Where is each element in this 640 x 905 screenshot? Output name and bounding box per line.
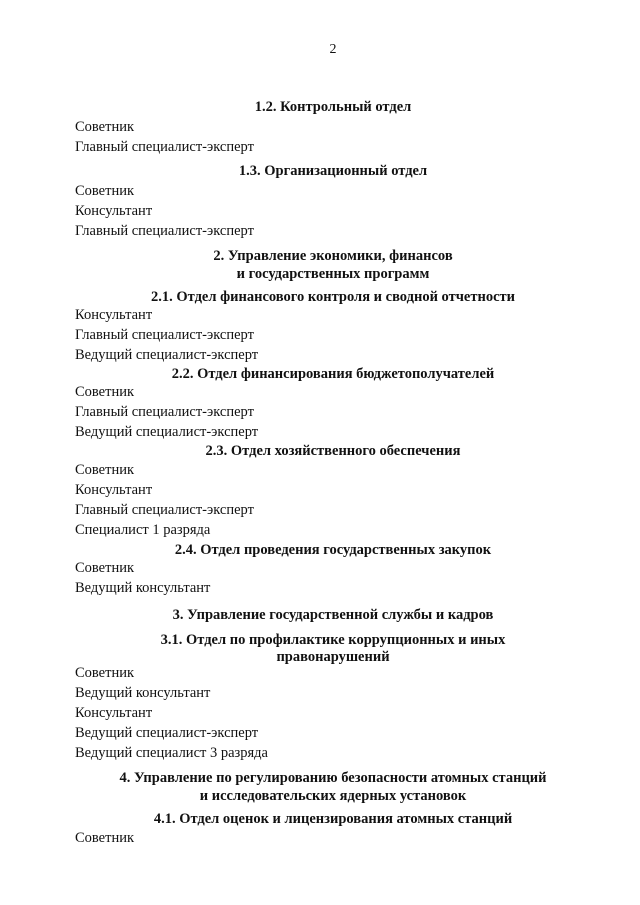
section-heading: правонарушений <box>276 649 390 665</box>
section-heading: 1.3. Организационный отдел <box>238 163 428 179</box>
position-item: Ведущий специалист-эксперт <box>75 424 259 440</box>
department-heading: 4. Управление по регулированию безопасности атомных станций <box>119 770 547 786</box>
position-item: Главный специалист-эксперт <box>75 139 254 155</box>
position-item: Ведущий специалист-эксперт <box>75 347 259 363</box>
section-heading: 2.1. Отдел финансового контроля и сводной отчетности <box>151 289 515 305</box>
position-item: Главный специалист-эксперт <box>75 327 254 343</box>
position-item: Консультант <box>75 705 153 721</box>
position-item: Консультант <box>75 482 153 498</box>
position-item: Главный специалист-эксперт <box>75 223 254 239</box>
position-item: Главный специалист-эксперт <box>75 502 254 518</box>
position-item: Советник <box>75 384 135 400</box>
position-item: Главный специалист-эксперт <box>75 404 254 420</box>
section-heading: 2.2. Отдел финансирования бюджетополучателей <box>171 366 495 382</box>
position-item: Ведущий консультант <box>75 685 211 701</box>
page-number: 2 <box>329 42 337 57</box>
department-heading: и государственных программ <box>236 266 430 282</box>
position-item: Советник <box>75 560 135 576</box>
position-item: Ведущий специалист 3 разряда <box>75 745 268 761</box>
department-heading: 3. Управление государственной службы и кадров <box>172 607 494 623</box>
position-item: Специалист 1 разряда <box>75 522 211 538</box>
position-item: Советник <box>75 665 135 681</box>
position-item: Консультант <box>75 203 153 219</box>
department-heading: и исследовательских ядерных установок <box>199 788 467 804</box>
department-heading: 2. Управление экономики, финансов <box>213 248 453 264</box>
position-item: Ведущий консультант <box>75 580 211 596</box>
position-item: Советник <box>75 830 135 846</box>
section-heading: 1.2. Контрольный отдел <box>254 99 412 115</box>
position-item: Советник <box>75 183 135 199</box>
position-item: Ведущий специалист-эксперт <box>75 725 259 741</box>
section-heading: 4.1. Отдел оценок и лицензирования атомных станций <box>153 811 513 827</box>
position-item: Советник <box>75 462 135 478</box>
section-heading: 2.3. Отдел хозяйственного обеспечения <box>205 443 461 459</box>
position-item: Советник <box>75 119 135 135</box>
section-heading: 2.4. Отдел проведения государственных закупок <box>174 542 492 558</box>
position-item: Консультант <box>75 307 153 323</box>
section-heading: 3.1. Отдел по профилактике коррупционных и иных <box>160 632 506 648</box>
